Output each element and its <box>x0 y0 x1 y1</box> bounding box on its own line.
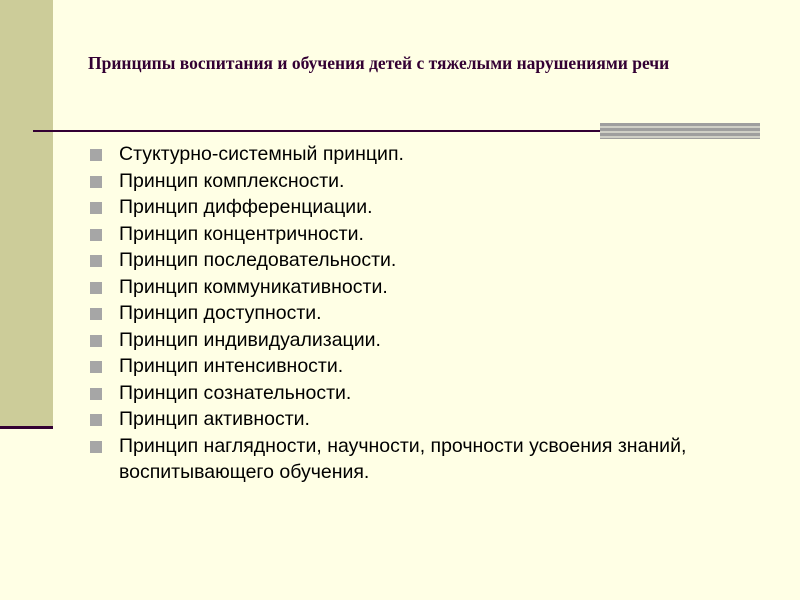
square-bullet-icon <box>90 414 102 426</box>
list-item-text: Принцип сознательности. <box>119 381 352 404</box>
square-bullet-icon <box>90 149 102 161</box>
square-bullet-icon <box>90 441 102 453</box>
square-bullet-icon <box>90 176 102 188</box>
title-divider-accent <box>600 123 760 139</box>
list-item-text: Принцип индивидуализации. <box>119 328 381 351</box>
square-bullet-icon <box>90 255 102 267</box>
slide-title: Принципы воспитания и обучения детей с тяжелыми нарушениями речи <box>88 53 670 73</box>
square-bullet-icon <box>90 282 102 294</box>
list-item-text: Принцип коммуникативности. <box>119 275 388 298</box>
side-decor-band <box>0 0 53 428</box>
list-item <box>88 406 768 433</box>
list-item-text: Принцип наглядности, научности, прочности усвоения знаний, воспитывающего обучения. <box>119 434 687 483</box>
list-item <box>88 141 768 168</box>
list-item-text: Принцип дифференциации. <box>119 196 373 218</box>
list-item-text: Принцип комплексности. <box>119 169 345 192</box>
list-item <box>88 247 768 274</box>
square-bullet-icon <box>90 202 102 214</box>
list-item-text: Принцип концентричности. <box>119 222 364 245</box>
list-item <box>88 433 768 486</box>
list-item <box>88 327 768 354</box>
list-item-text: Принцип последовательности. <box>119 249 397 271</box>
list-item <box>88 380 768 407</box>
list-item <box>88 353 768 380</box>
list-item <box>88 300 768 327</box>
list-item <box>88 221 768 248</box>
list-item-text: Принцип доступности. <box>119 302 322 324</box>
side-decor-line <box>0 426 53 429</box>
square-bullet-icon <box>90 388 102 400</box>
list-item-text: Принцип интенсивности. <box>119 355 344 377</box>
square-bullet-icon <box>90 335 102 347</box>
list-item <box>88 168 768 195</box>
square-bullet-icon <box>90 361 102 373</box>
square-bullet-icon <box>90 229 102 241</box>
principles-list <box>88 141 768 486</box>
list-item <box>88 274 768 301</box>
list-item <box>88 194 768 221</box>
list-item-text: Стуктурно-системный принцип. <box>119 143 404 165</box>
list-item-text: Принцип активности. <box>119 408 310 430</box>
square-bullet-icon <box>90 308 102 320</box>
